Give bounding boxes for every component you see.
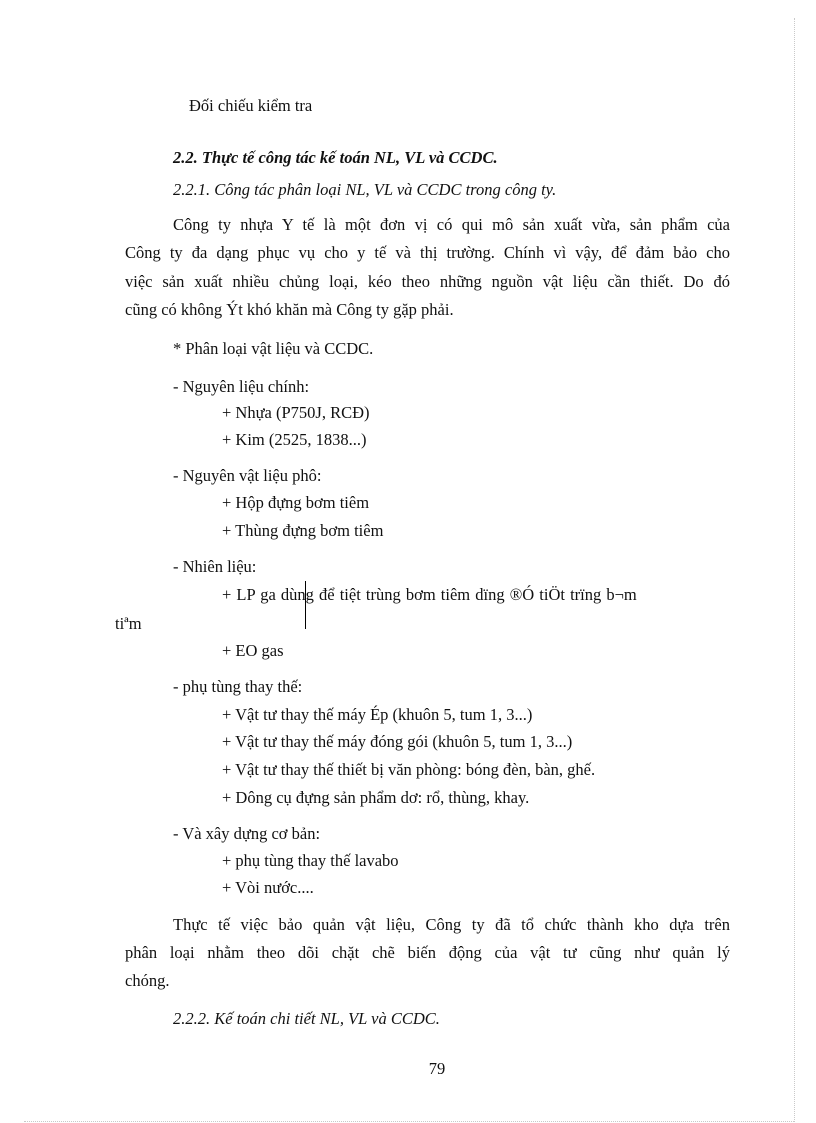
list-item-product-containers: + Dông cụ đựng sản phẩm dơ: rổ, thùng, khay. xyxy=(222,788,530,807)
section-heading-2-2: 2.2. Thực tế công tác kế toán NL, VL và CCDC. xyxy=(173,148,498,167)
page-edge-bottom xyxy=(24,1121,794,1122)
list-item-eo-gas: + EO gas xyxy=(222,641,284,660)
paragraph-2-line-2: phân loại nhằm theo dõi chặt chẽ biến động của vật tư cũng như quản lý xyxy=(125,943,730,962)
paragraph-1-line-2: Công ty đa dạng phục vụ cho y tế và thị trường. Chính vì vậy, để đảm bảo cho xyxy=(125,243,730,262)
classification-heading: * Phân loại vật liệu và CCDC. xyxy=(173,339,374,358)
subsection-heading-2-2-1: 2.2.1. Công tác phân loại NL, VL và CCDC trong công ty. xyxy=(173,180,557,199)
paragraph-2-line-3: chóng. xyxy=(125,971,170,990)
list-heading-fuel: - Nhiên liệu: xyxy=(173,557,257,576)
page-number: 79 xyxy=(428,1059,446,1078)
subsection-heading-2-2-2: 2.2.2. Kế toán chi tiết NL, VL và CCDC. xyxy=(173,1009,440,1028)
list-item-syringe-box: + Hộp đựng bơm tiêm xyxy=(222,493,370,512)
paragraph-1-line-3: việc sản xuất nhiều chủng loại, kéo theo những nguồn vật liệu cần thiết. Do đó xyxy=(125,272,730,291)
text-cursor xyxy=(305,581,306,629)
paragraph-2-line-1: Thực tế việc bảo quản vật liệu, Công ty đã tổ chức thành kho dựa trên xyxy=(173,915,730,934)
list-item-office-equipment: + Vật tư thay thế thiết bị văn phòng: bóng đèn, bàn, ghế. xyxy=(222,760,596,779)
list-heading-construction: - Và xây dựng cơ bản: xyxy=(173,824,321,843)
list-item-molding-machine: + Vật tư thay thế máy Ép (khuôn 5, tum 1, 3...) xyxy=(222,705,533,724)
page-edge-right xyxy=(794,18,795,1122)
list-item-plastic: + Nhựa (P750J, RCĐ) xyxy=(222,403,370,422)
list-item-lp-gas-continued: tiªm xyxy=(115,614,142,633)
list-heading-main-materials: - Nguyên liệu chính: xyxy=(173,377,310,396)
paragraph-1-line-4: cũng có không Ýt khó khăn mà Công ty gặp phải. xyxy=(125,300,454,319)
list-item-needle: + Kim (2525, 1838...) xyxy=(222,430,367,449)
text-line-doi-chieu: Đối chiếu kiểm tra xyxy=(189,96,313,115)
list-item-faucet: + Vòi nước.... xyxy=(222,878,314,897)
list-item-packing-machine: + Vật tư thay thế máy đóng gói (khuôn 5, tum 1, 3...) xyxy=(222,732,573,751)
list-item-lavabo-parts: + phụ tùng thay thế lavabo xyxy=(222,851,399,870)
list-heading-spare-parts: - phụ tùng thay thế: xyxy=(173,677,303,696)
list-heading-auxiliary-materials: - Nguyên vật liệu phô: xyxy=(173,466,322,485)
list-item-lp-gas: + LP ga dùng để tiệt trùng bơm tiêm dïng ®Ó tiÖt trïng b¬m xyxy=(222,585,637,604)
paragraph-1-line-1: Công ty nhựa Y tế là một đơn vị có qui mô sản xuất vừa, sản phẩm của xyxy=(173,215,730,234)
list-item-syringe-crate: + Thùng đựng bơm tiêm xyxy=(222,521,384,540)
